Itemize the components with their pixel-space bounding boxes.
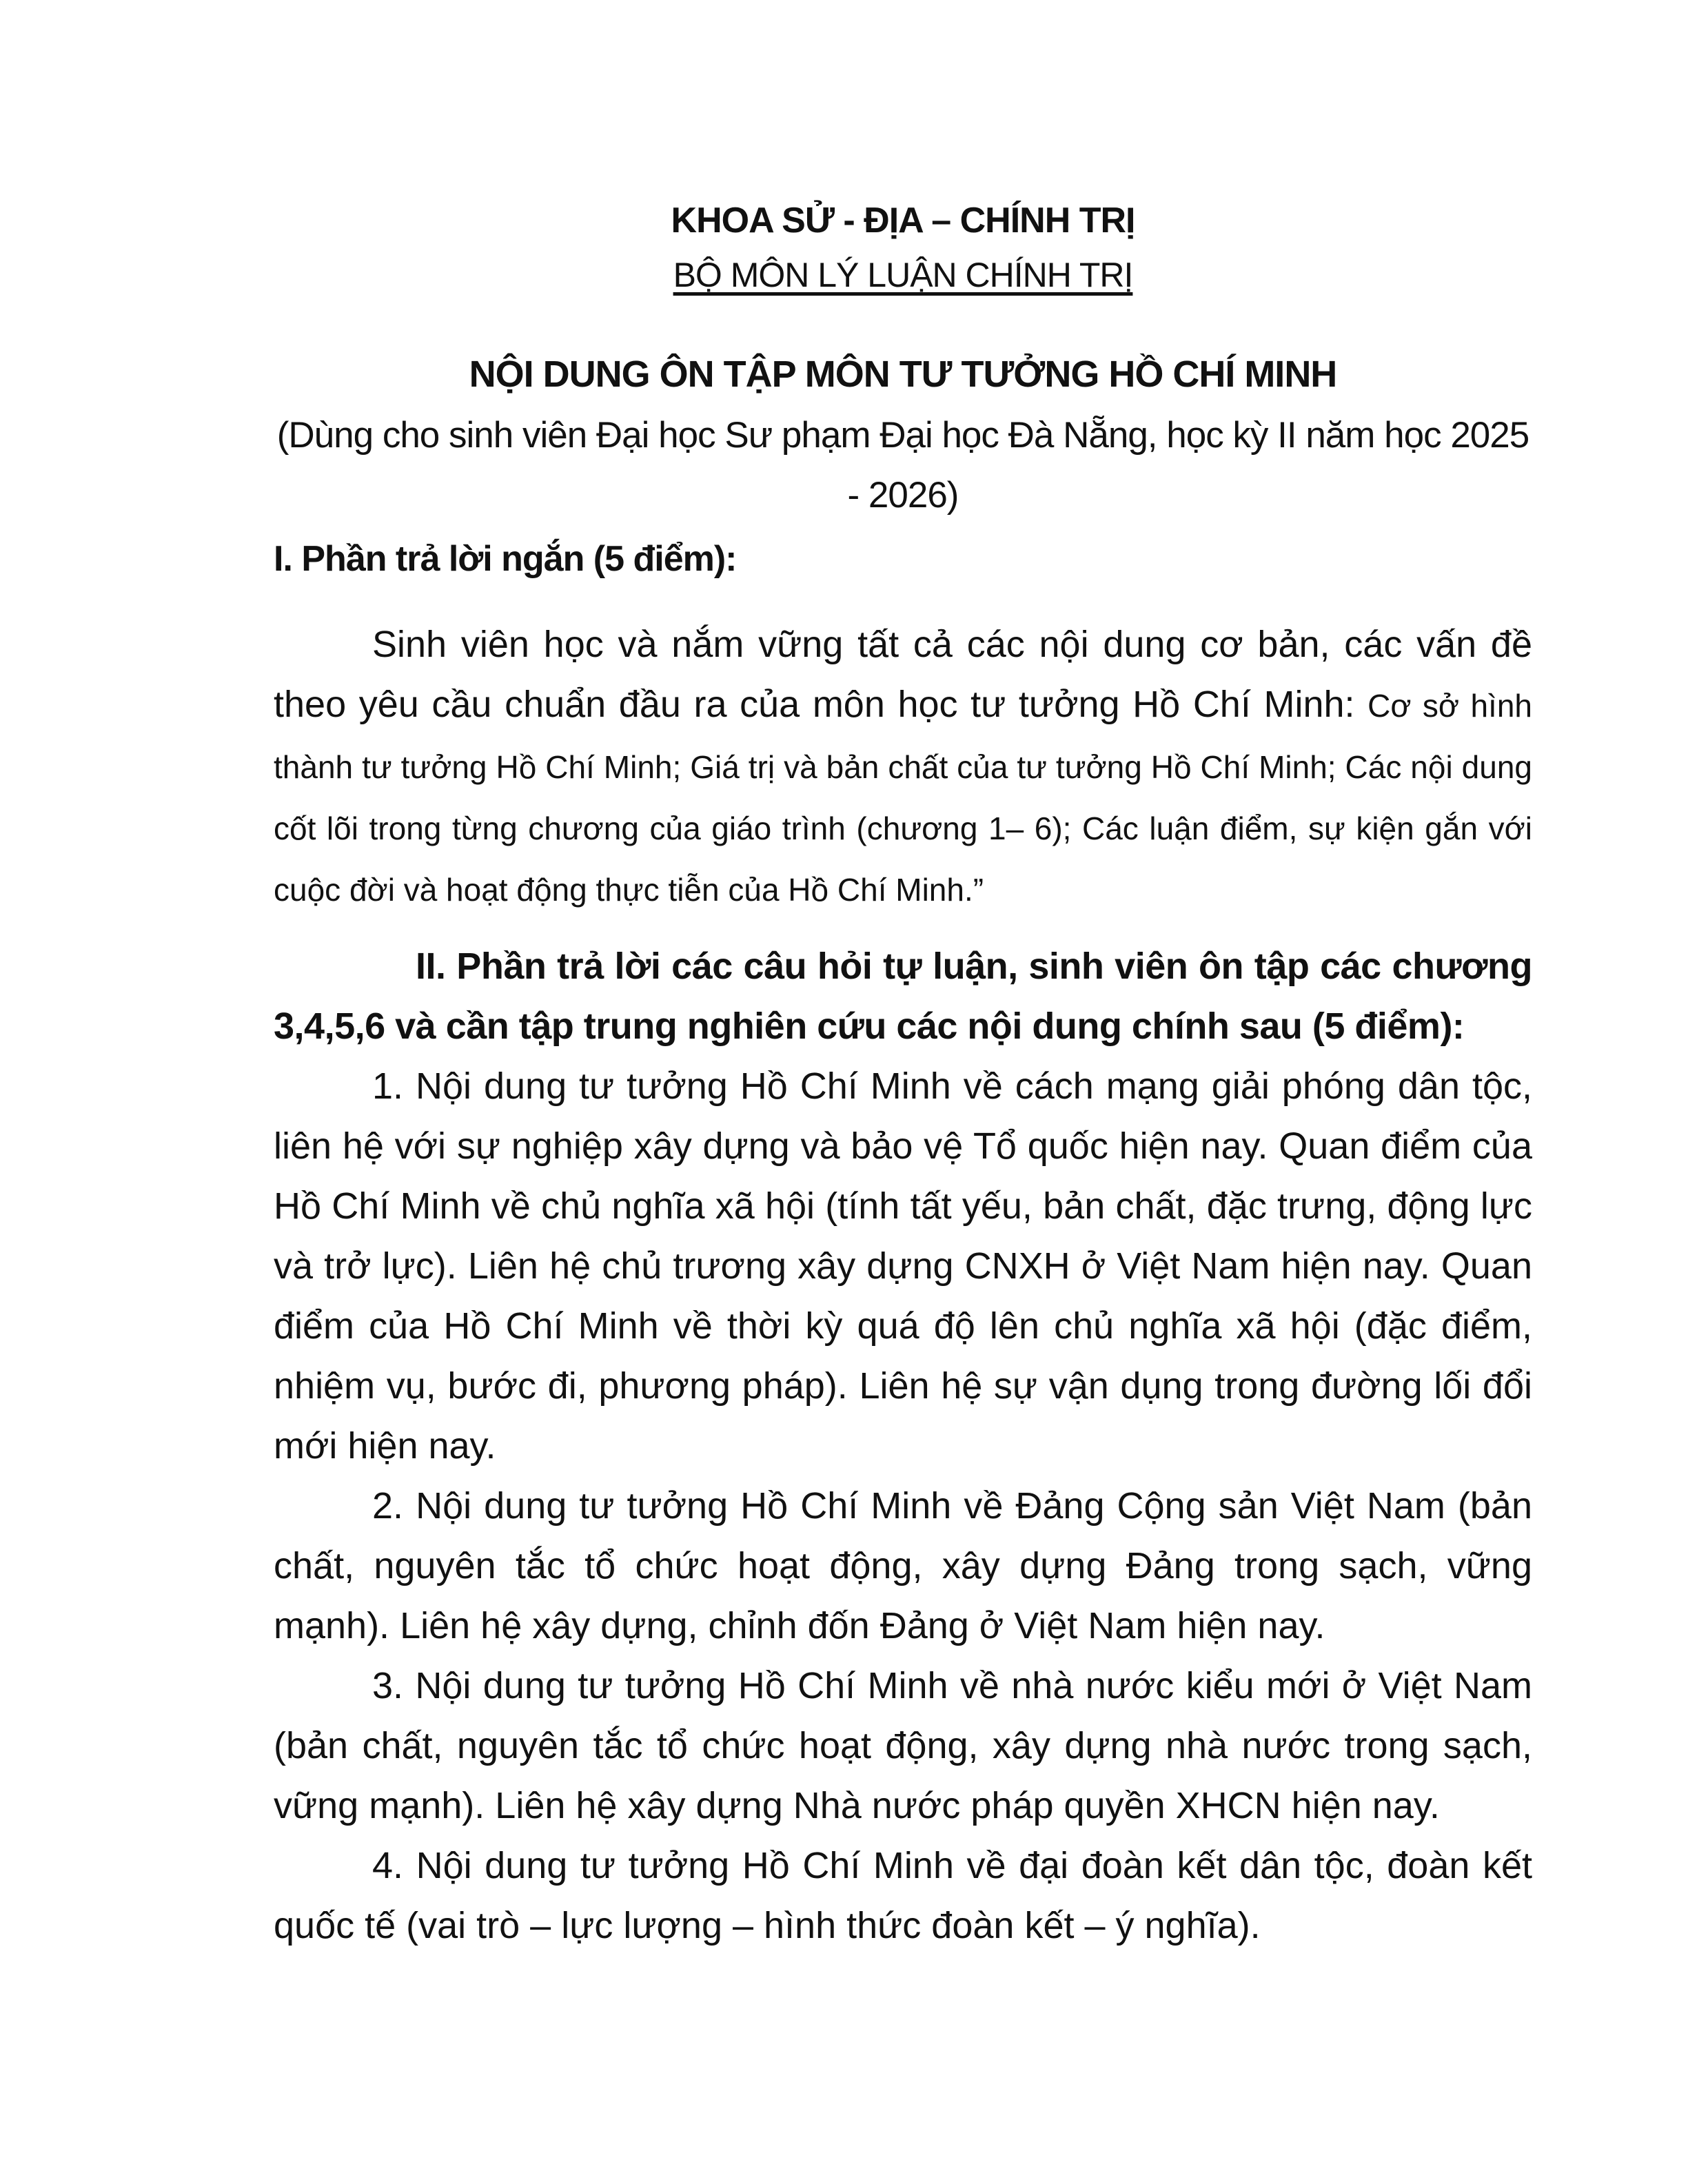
section-2-heading: II. Phần trả lời các câu hỏi tự luận, sinh viên ôn tập các chương 3,4,5,6 và cần tập trung nghiên cứu các nội dung chính sau (5 điểm): [274, 946, 1532, 1047]
document-subtitle: (Dùng cho sinh viên Đại học Sư phạm Đại học Đà Nẵng, học kỳ II năm học 2025 - 2026) [276, 415, 1529, 516]
section-1-intro: Sinh viên học và nắm vững tất cả các nội dung cơ bản, các vấn đề theo yêu cầu chuẩn đầu ra của môn học tư tưởng Hồ Chí Minh: [274, 624, 1532, 725]
faculty-heading: KHOA SỬ - ĐỊA – CHÍNH TRỊ [671, 201, 1135, 241]
department-heading: BỘ MÔN LÝ LUẬN CHÍNH TRỊ [673, 256, 1133, 294]
section-1-details: Cơ sở hình thành tư tưởng Hồ Chí Minh; Giá trị và bản chất của tư tưởng Hồ Chí Minh; Các nội dung cốt lõi trong từng chương của giáo trình (chương 1– 6); Các luận điểm, sự kiện gắn với cuộc đời và hoạt động thực tiễn của Hồ Chí Minh.” [274, 688, 1533, 908]
document-title: NỘI DUNG ÔN TẬP MÔN TƯ TƯỞNG HỒ CHÍ MINH [469, 354, 1337, 395]
section-2-item-3: 3. Nội dung tư tưởng Hồ Chí Minh về nhà nước kiểu mới ở Việt Nam (bản chất, nguyên tắc tổ chức hoạt động, xây dựng nhà nước trong sạch, vững mạnh). Liên hệ xây dựng Nhà nước pháp quyền XHCN hiện nay. [274, 1665, 1532, 1826]
section-2-item-1: 1. Nội dung tư tưởng Hồ Chí Minh về cách mạng giải phóng dân tộc, liên hệ với sự nghiệp xây dựng và bảo vệ Tổ quốc hiện nay. Quan điểm của Hồ Chí Minh về chủ nghĩa xã hội (tính tất yếu, bản chất, đặc trưng, động lực và trở lực). Liên hệ chủ trương xây dựng CNXH ở Việt Nam hiện nay. Quan điểm của Hồ Chí Minh về thời kỳ quá độ lên chủ nghĩa xã hội (đặc điểm, nhiệm vụ, bước đi, phương pháp). Liên hệ sự vận dụng trong đường lối đổi mới hiện nay. [274, 1065, 1532, 1467]
section-2-item-2: 2. Nội dung tư tưởng Hồ Chí Minh về Đảng Cộng sản Việt Nam (bản chất, nguyên tắc tổ chức hoạt động, xây dựng Đảng trong sạch, vững mạnh). Liên hệ xây dựng, chỉnh đốn Đảng ở Việt Nam hiện nay. [274, 1485, 1532, 1646]
section-1-paragraph [274, 615, 1532, 920]
document-content [274, 193, 1532, 1956]
section-1-heading: I. Phần trả lời ngắn (5 điểm): [274, 539, 737, 579]
section-2-item-4: 4. Nội dung tư tưởng Hồ Chí Minh về đại đoàn kết dân tộc, đoàn kết quốc tế (vai trò – lực lượng – hình thức đoàn kết – ý nghĩa). [274, 1845, 1532, 1946]
